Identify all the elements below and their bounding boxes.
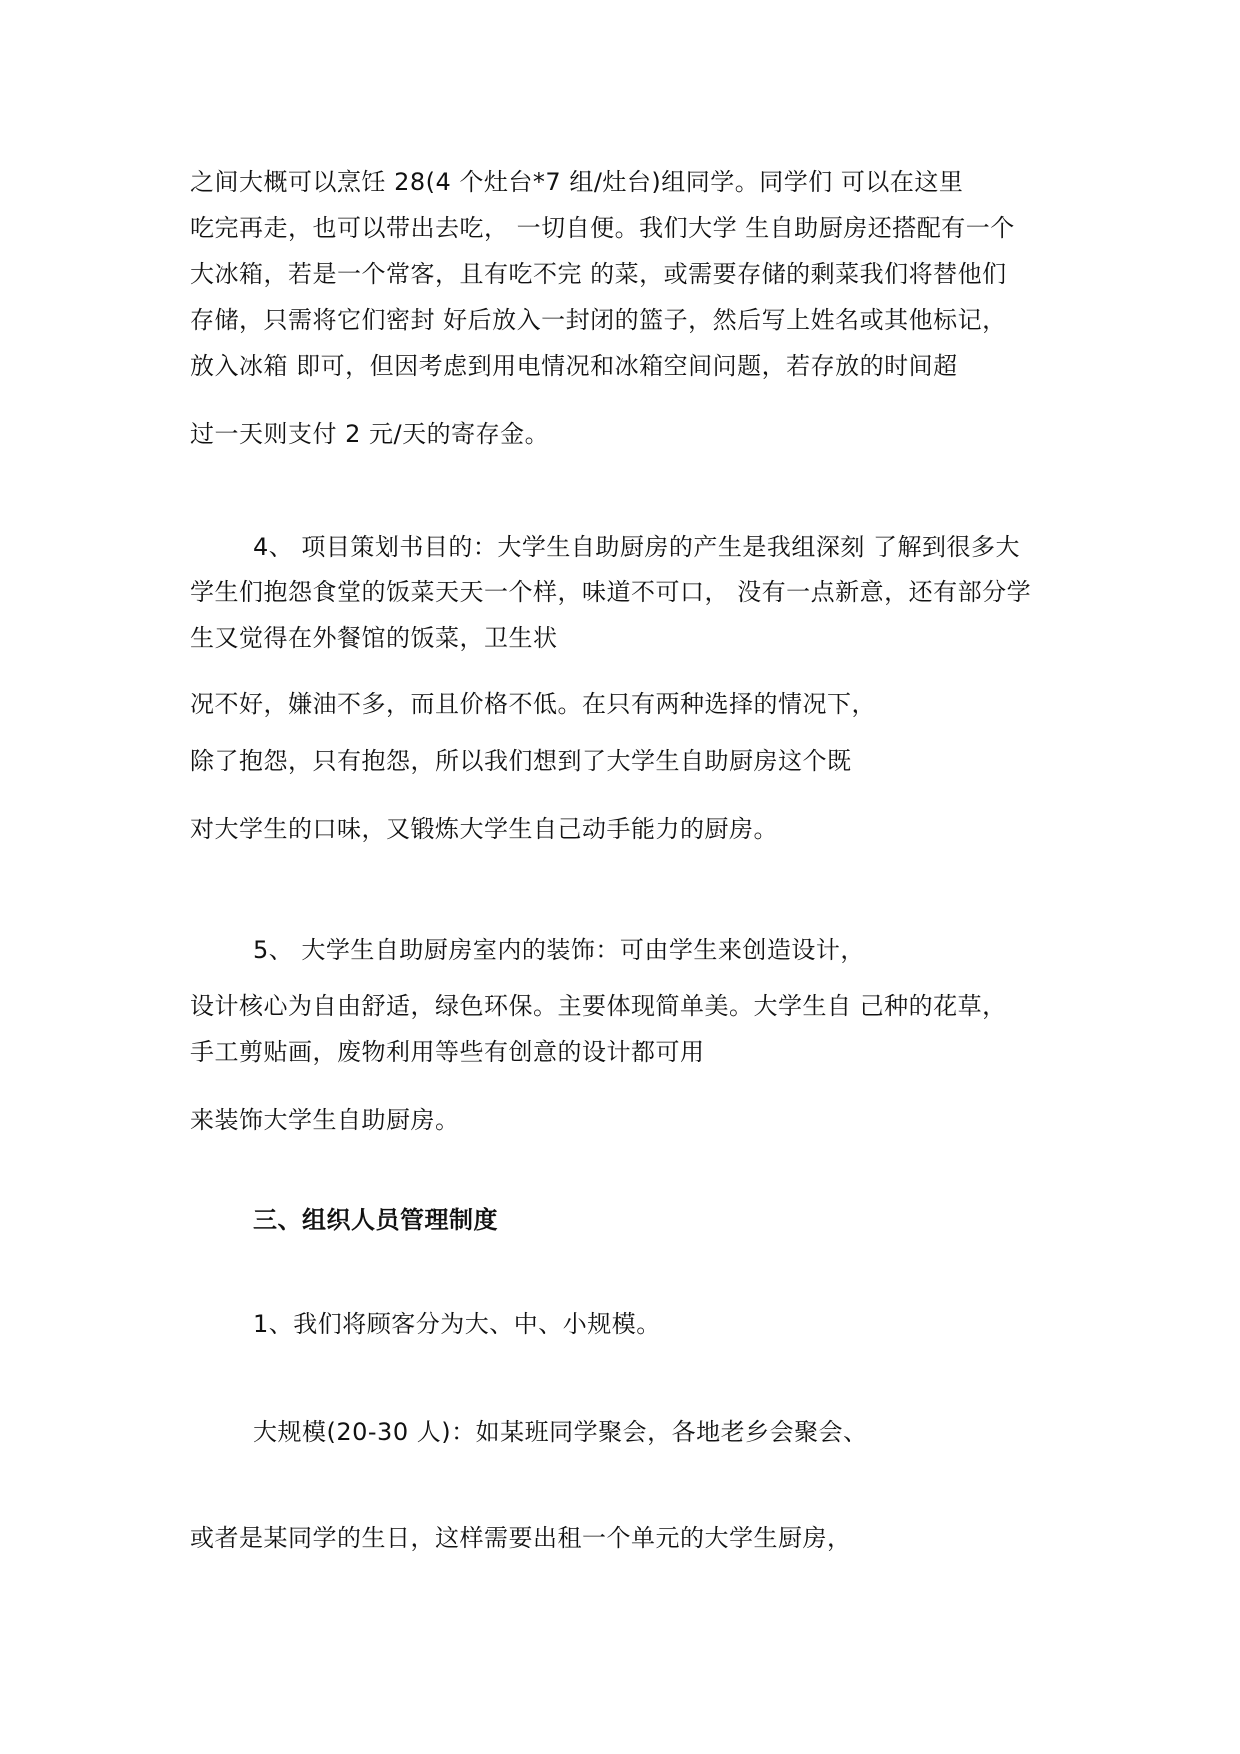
text-line: 过一天则支付 2 元/天的寄存金。: [190, 420, 550, 448]
text-line: 来装饰大学生自助厨房。: [190, 1106, 460, 1134]
text-line: 放入冰箱 即可，但因考虑到用电情况和冰箱空间问题，若存放的时间超: [190, 352, 958, 380]
text-line: 大冰箱，若是一个常客，且有吃不完 的菜，或需要存储的剩菜我们将替他们: [190, 260, 1007, 288]
text-line: 1、我们将顾客分为大、中、小规模。: [253, 1310, 661, 1338]
text-line: 除了抱怨，只有抱怨，所以我们想到了大学生自助厨房这个既: [190, 747, 852, 775]
text-line: 手工剪贴画，废物利用等些有创意的设计都可用: [190, 1038, 705, 1066]
text-line: 况不好，嫌油不多，而且价格不低。在只有两种选择的情况下，: [190, 690, 876, 718]
text-line: 存储，只需将它们密封 好后放入一封闭的篮子，然后写上姓名或其他标记，: [190, 306, 1007, 334]
text-line: 对大学生的口味，又锻炼大学生自己动手能力的厨房。: [190, 815, 778, 843]
text-line: 生又觉得在外餐馆的饭菜，卫生状: [190, 624, 558, 652]
text-line: 4、 项目策划书目的：大学生自助厨房的产生是我组深刻 了解到很多大: [253, 533, 1021, 561]
text-line: 之间大概可以烹饪 28(4 个灶台*7 组/灶台)组同学。同学们 可以在这里: [190, 168, 964, 196]
text-line: 学生们抱怨食堂的饭菜天天一个样，味道不可口， 没有一点新意，还有部分学: [190, 578, 1032, 606]
text-line: 5、 大学生自助厨房室内的装饰：可由学生来创造设计，: [253, 936, 865, 964]
text-line: 设计核心为自由舒适，绿色环保。主要体现简单美。大学生自 己种的花草，: [190, 992, 1007, 1020]
section-heading: 三、组织人员管理制度: [253, 1206, 498, 1234]
text-line: 吃完再走，也可以带出去吃， 一切自便。我们大学 生自助厨房还搭配有一个: [190, 214, 1015, 242]
text-line: 大规模(20-30 人)：如某班同学聚会，各地老乡会聚会、: [253, 1418, 868, 1446]
text-line: 或者是某同学的生日，这样需要出租一个单元的大学生厨房，: [190, 1524, 852, 1552]
